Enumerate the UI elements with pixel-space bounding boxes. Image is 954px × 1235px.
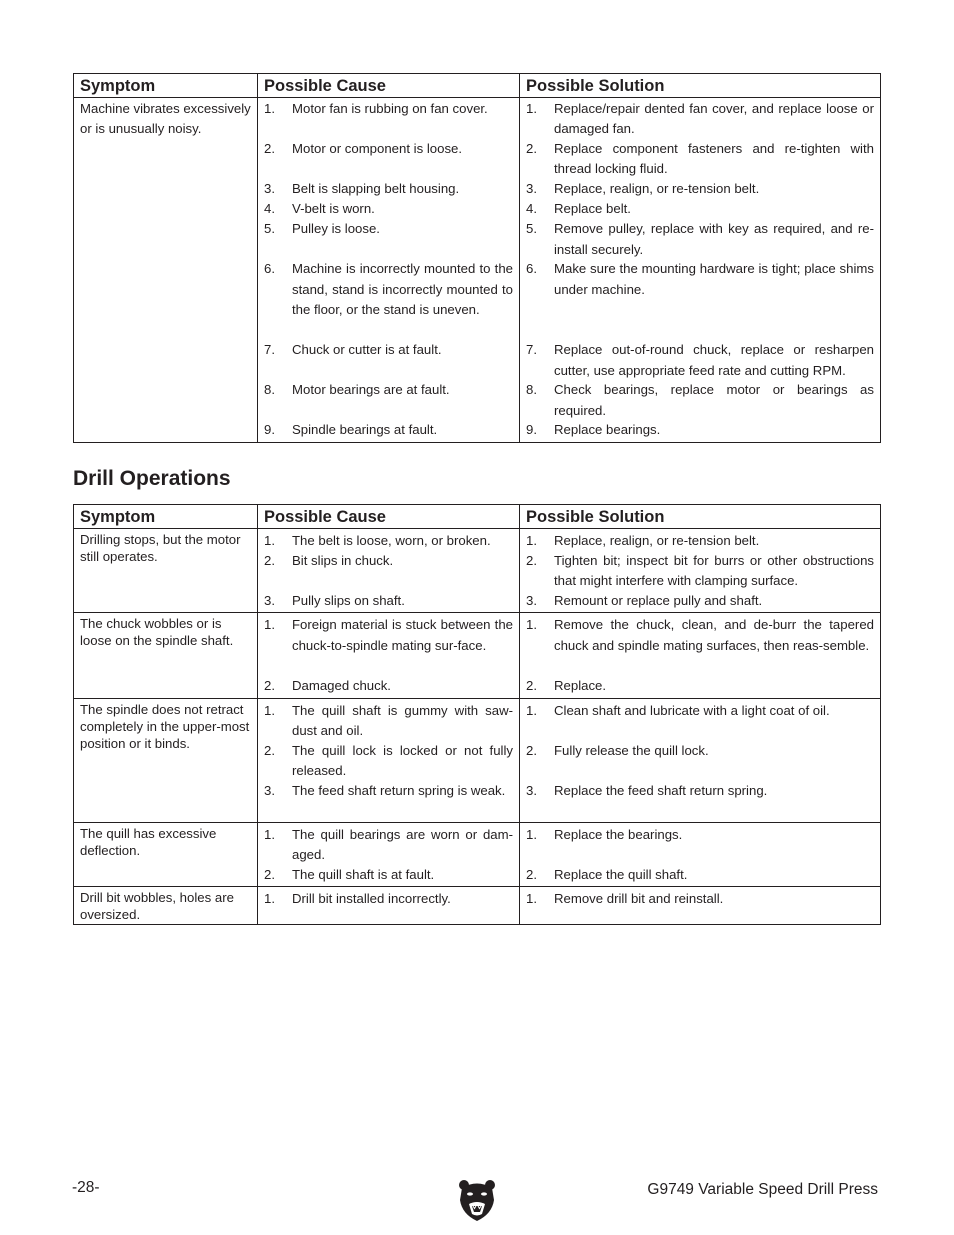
list-item: 1. Foreign material is stuck between the chuck-to-spindle mating sur-face. (264, 617, 513, 653)
troubleshooting-table-general (73, 73, 881, 443)
section-title: Drill Operations (73, 467, 231, 490)
list-item: 9. Spindle bearings at fault. (264, 422, 438, 438)
symptom-cell (74, 822, 258, 886)
cause-cell (258, 529, 520, 613)
list-item: 6. Make sure the mounting hardware is tight; place shims under machine. (526, 261, 874, 297)
cause-cell (258, 886, 520, 924)
solution-cell (520, 698, 881, 822)
list-item: 3. Replace the feed shaft return spring. (526, 782, 768, 798)
list-item: 2. Damaged chuck. (264, 678, 391, 694)
header-possible-cause: Possible Cause (258, 74, 520, 98)
header-possible-solution: Possible Solution (520, 74, 881, 98)
list-item: 3. Replace, realign, or re-tension belt. (526, 181, 760, 196)
list-item: 1. Remove drill bit and reinstall. (526, 890, 724, 906)
list-item: 5. Pulley is loose. (264, 221, 380, 237)
table-row (74, 529, 881, 613)
list-item: 5. Remove pulley, replace with key as required, and re-install securely. (526, 221, 874, 257)
table-row (74, 698, 881, 822)
list-item: 1. Replace/repair dented fan cover, and replace loose or damaged fan. (526, 101, 874, 137)
list-item: 2. Motor or component is loose. (264, 141, 463, 156)
solution-list (526, 99, 874, 441)
list-item: 1. Remove the chuck, clean, and de-burr the tapered chuck and spindle mating surfaces, then reas-semble. (526, 617, 874, 653)
list-item: 2. Replace. (526, 678, 607, 694)
cause-cell (258, 698, 520, 822)
solution-cell (520, 886, 881, 924)
symptom-text: Drill bit wobbles, holes are oversized. (80, 889, 234, 922)
solution-cell (520, 529, 881, 613)
list-item: 3. The feed shaft return spring is weak. (264, 782, 506, 798)
solution-cell (520, 822, 881, 886)
table-row (74, 886, 881, 924)
list-item: 2. Bit slips in chuck. (264, 553, 394, 569)
list-item: 1. Clean shaft and lubricate with a light coat of oil. (526, 702, 830, 718)
list-item: 3. Remount or replace pully and shaft. (526, 593, 763, 609)
list-item: 1. The quill bearings are worn or dam-aged. (264, 826, 513, 862)
list-item: 4. Replace belt. (526, 201, 631, 217)
symptom-cell (74, 529, 258, 613)
list-item: 8. Check bearings, replace motor or bearings as required. (526, 382, 874, 418)
cause-list (264, 99, 513, 441)
list-item: 1. Replace the bearings. (526, 826, 683, 842)
list-item: 2. The quill shaft is at fault. (264, 866, 435, 882)
symptom-cell (74, 613, 258, 698)
list-item: 2. Fully release the quill lock. (526, 742, 709, 758)
header-symptom: Symptom (74, 74, 258, 98)
list-item: 2. Tighten bit; inspect bit for burrs or other obstructions that might interfere with clamping surface. (526, 553, 874, 589)
list-item: 1. Replace, realign, or re-tension belt. (526, 533, 760, 548)
table-row (74, 822, 881, 886)
symptom-text: The chuck wobbles or is loose on the spindle shaft. (80, 616, 234, 649)
list-item: 3. Pully slips on shaft. (264, 593, 405, 609)
manual-title: G9749 Variable Speed Drill Press (647, 1181, 878, 1198)
list-item: 2. Replace the quill shaft. (526, 866, 688, 882)
list-item: 1. The belt is loose, worn, or broken. (264, 533, 491, 548)
cause-cell (258, 613, 520, 698)
list-item: 1. The quill shaft is gummy with saw-dust and oil. (264, 702, 513, 738)
header-symptom: Symptom (74, 505, 258, 529)
grizzly-bear-logo-icon (458, 1178, 496, 1222)
list-item: 8. Motor bearings are at fault. (264, 382, 450, 398)
list-item: 1. Drill bit installed incorrectly. (264, 890, 451, 906)
symptom-cell (74, 886, 258, 924)
list-item: 2. The quill lock is locked or not fully released. (264, 742, 513, 778)
solution-cell (520, 98, 881, 443)
list-item: 9. Replace bearings. (526, 422, 661, 438)
list-item: 4. V-belt is worn. (264, 201, 375, 217)
list-item: 1. Motor fan is rubbing on fan cover. (264, 101, 488, 116)
header-possible-cause: Possible Cause (258, 505, 520, 529)
symptom-cell (74, 698, 258, 822)
solution-cell (520, 613, 881, 698)
list-item: 7. Replace out-of-round chuck, replace or resharpen cutter, use appropriate feed rate and cutting RPM. (526, 342, 874, 378)
list-item: 7. Chuck or cutter is at fault. (264, 342, 442, 358)
table-row (74, 613, 881, 698)
list-item: 3. Belt is slapping belt housing. (264, 181, 460, 196)
list-item: 6. Machine is incorrectly mounted to the stand, stand is incorrectly mounted to the floor, or the stand is uneven. (264, 261, 513, 317)
symptom-text: Drilling stops, but the motor still operates. (80, 532, 241, 564)
symptom-text: The quill has excessive deflection. (80, 825, 217, 858)
symptom-text: Machine vibrates excessively or is unusually noisy. (80, 101, 251, 137)
symptom-cell (74, 98, 258, 443)
cause-cell (258, 98, 520, 443)
header-possible-solution: Possible Solution (520, 505, 881, 529)
troubleshooting-table-drill-operations (73, 504, 881, 925)
symptom-text: The spindle does not retract completely in the upper-most position or it binds. (80, 701, 250, 751)
cause-cell (258, 822, 520, 886)
page-number: -28- (72, 1179, 100, 1196)
list-item: 2. Replace component fasteners and re-tighten with thread locking fluid. (526, 141, 874, 177)
